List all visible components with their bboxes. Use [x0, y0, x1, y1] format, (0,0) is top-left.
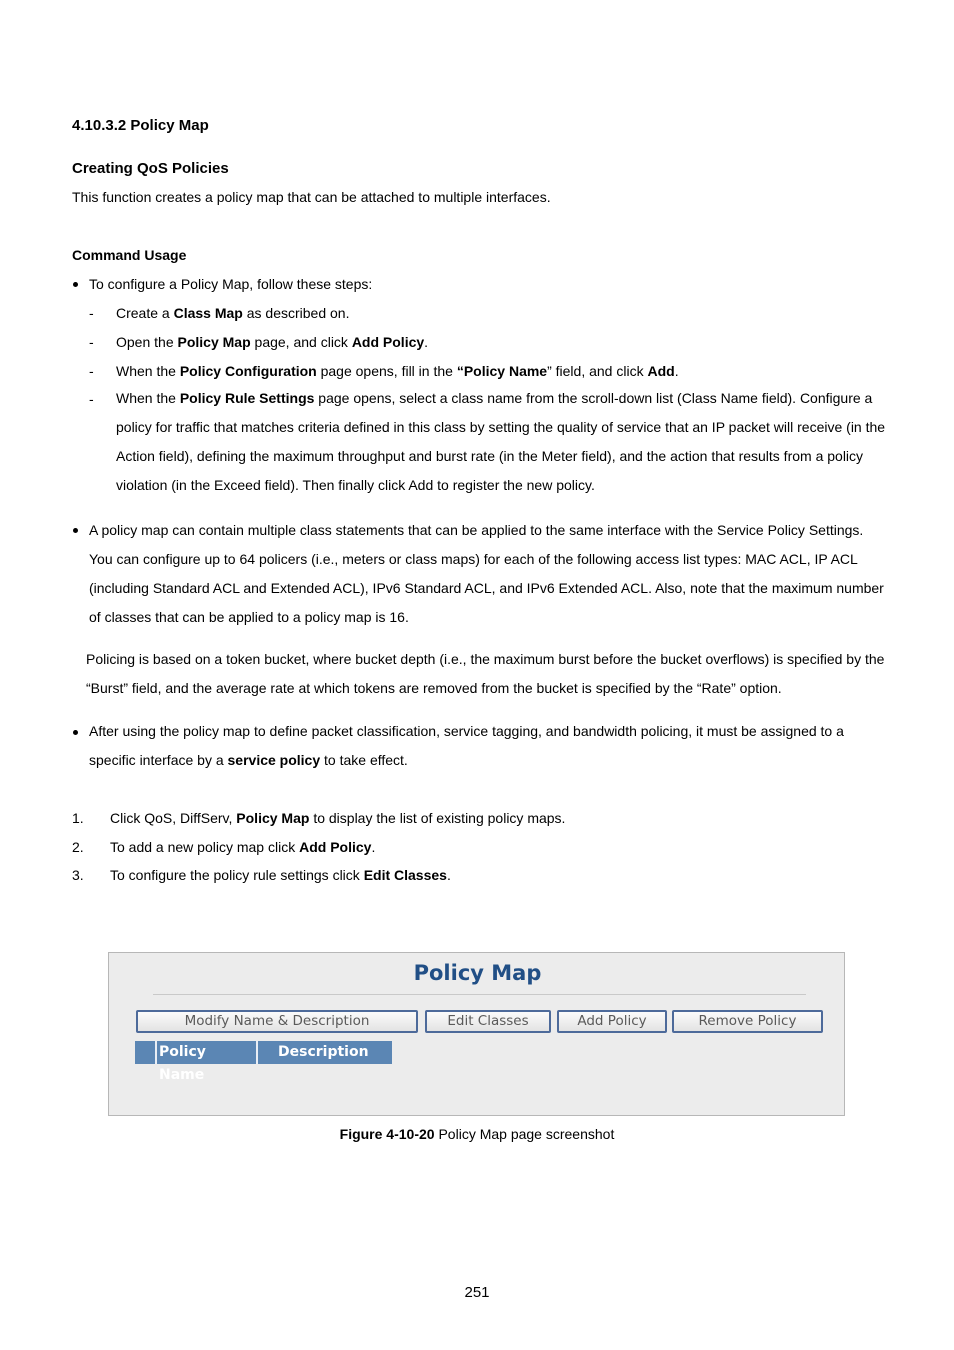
add-policy-button[interactable]: Add Policy	[557, 1010, 667, 1033]
nstep3-pre: To configure the policy rule settings click	[110, 867, 364, 883]
bullet3-paragraph	[89, 717, 887, 775]
policing-paragraph: Policing is based on a token bucket, where bucket depth (i.e., the maximum burst before the bucket overflows) is specified by the “Burst” field, and the average rate at which tokens are removed from the bucket is specified by the “Rate” option.	[86, 651, 885, 696]
section-title: 4.10.3.2 Policy Map	[72, 117, 209, 134]
step4-paragraph	[116, 384, 886, 500]
bullet3-pre: After using the policy map to define packet classification, service tagging, and bandwidth policing, it must be assigned to a specific interface by a	[89, 723, 844, 768]
dash-marker: -	[89, 305, 94, 321]
edit-classes-button[interactable]: Edit Classes	[425, 1010, 551, 1033]
step3-bold3: Add	[647, 363, 675, 379]
nstep1-post: to display the list of existing policy maps.	[309, 810, 566, 826]
dash-marker: -	[89, 363, 94, 379]
policy-map-screenshot	[108, 952, 845, 1116]
panel-title: Policy Map	[413, 961, 542, 985]
step-number: 2.	[72, 839, 84, 855]
step3-pre: When the	[116, 363, 180, 379]
step3-line	[116, 363, 679, 379]
step2-line	[116, 334, 428, 350]
column-header-policy-name[interactable]: Policy Name	[155, 1041, 256, 1064]
subsection-title: Creating QoS Policies	[72, 160, 229, 177]
nstep2-pre: To add a new policy map click	[110, 839, 300, 855]
policy-table-header	[135, 1041, 392, 1083]
step1-post: as described on.	[242, 305, 350, 321]
bullet-dot	[73, 282, 78, 287]
nstep3-post: .	[446, 867, 451, 883]
nstep1-bold: Policy Map	[236, 810, 310, 826]
step2-bold2: Add Policy	[351, 334, 425, 350]
step4-bold: Policy Rule Settings	[179, 390, 315, 406]
step4-pre: When the	[116, 390, 180, 406]
step1-line	[116, 305, 349, 321]
step2-post: .	[424, 334, 429, 350]
numbered-step-3	[110, 867, 451, 883]
step3-mid: page opens, fill in the	[316, 363, 457, 379]
step3-bold2: “Policy Name	[456, 363, 548, 379]
dash-marker: -	[89, 391, 94, 407]
remove-policy-button[interactable]: Remove Policy	[672, 1010, 823, 1033]
step2-mid: page, and click	[250, 334, 352, 350]
step3-post: .	[674, 363, 679, 379]
nstep1-pre: Click QoS, DiffServ,	[110, 810, 237, 826]
bullet-dot	[73, 528, 78, 533]
step3-mid2: ” field, and click	[547, 363, 648, 379]
nstep2-bold: Add Policy	[299, 839, 372, 855]
figure-caption	[0, 1126, 954, 1142]
nstep2-post: .	[371, 839, 376, 855]
caption-text: Policy Map page screenshot	[434, 1126, 615, 1142]
step1-bold: Class Map	[173, 305, 243, 321]
intro-text: This function creates a policy map that can be attached to multiple interfaces.	[72, 189, 551, 205]
step-number: 3.	[72, 867, 84, 883]
column-header-description[interactable]: Description	[256, 1041, 392, 1064]
select-column-header	[135, 1041, 155, 1064]
step3-bold1: Policy Configuration	[179, 363, 317, 379]
command-usage-heading: Command Usage	[72, 247, 187, 263]
step2-pre: Open the	[116, 334, 178, 350]
bullet3-bold: service policy	[227, 752, 321, 768]
step2-bold1: Policy Map	[177, 334, 251, 350]
caption-label: Figure 4-10-20	[339, 1126, 435, 1142]
dash-marker: -	[89, 334, 94, 350]
bullet-dot	[73, 730, 78, 735]
step1-pre: Create a	[116, 305, 174, 321]
numbered-step-2	[110, 839, 375, 855]
nstep3-bold: Edit Classes	[363, 867, 447, 883]
bullet2-paragraph: A policy map can contain multiple class statements that can be applied to the same interface with the Service Policy Settings. You can configure up to 64 policers (i.e., meters or class maps) for each of the following access list types: MAC ACL, IP ACL (including Standard ACL and Extended ACL), IPv6 Standard ACL, and IPv6 Extended ACL. Also, note that the maximum number of classes that can be applied to a policy map is 16.	[89, 522, 884, 625]
step-number: 1.	[72, 810, 84, 826]
page-number: 251	[464, 1284, 490, 1301]
modify-name-description-button[interactable]: Modify Name & Description	[136, 1010, 418, 1033]
numbered-step-1	[110, 810, 565, 826]
bullet3-post: to take effect.	[320, 752, 408, 768]
step4-post: page opens, select a class name from the scroll-down list (Class Name field). Configure a policy for traffic that matches criteria defined in this class by setting the quality of service that an IP packet will receive (in the Action field), defining the maximum throughput and burst rate (in the Meter field), and the action that results from a policy violation (in the Exceed field). Then finally click Add to register the new policy.	[116, 390, 886, 493]
bullet1-text: To configure a Policy Map, follow these steps:	[89, 276, 373, 292]
title-divider	[153, 994, 806, 995]
